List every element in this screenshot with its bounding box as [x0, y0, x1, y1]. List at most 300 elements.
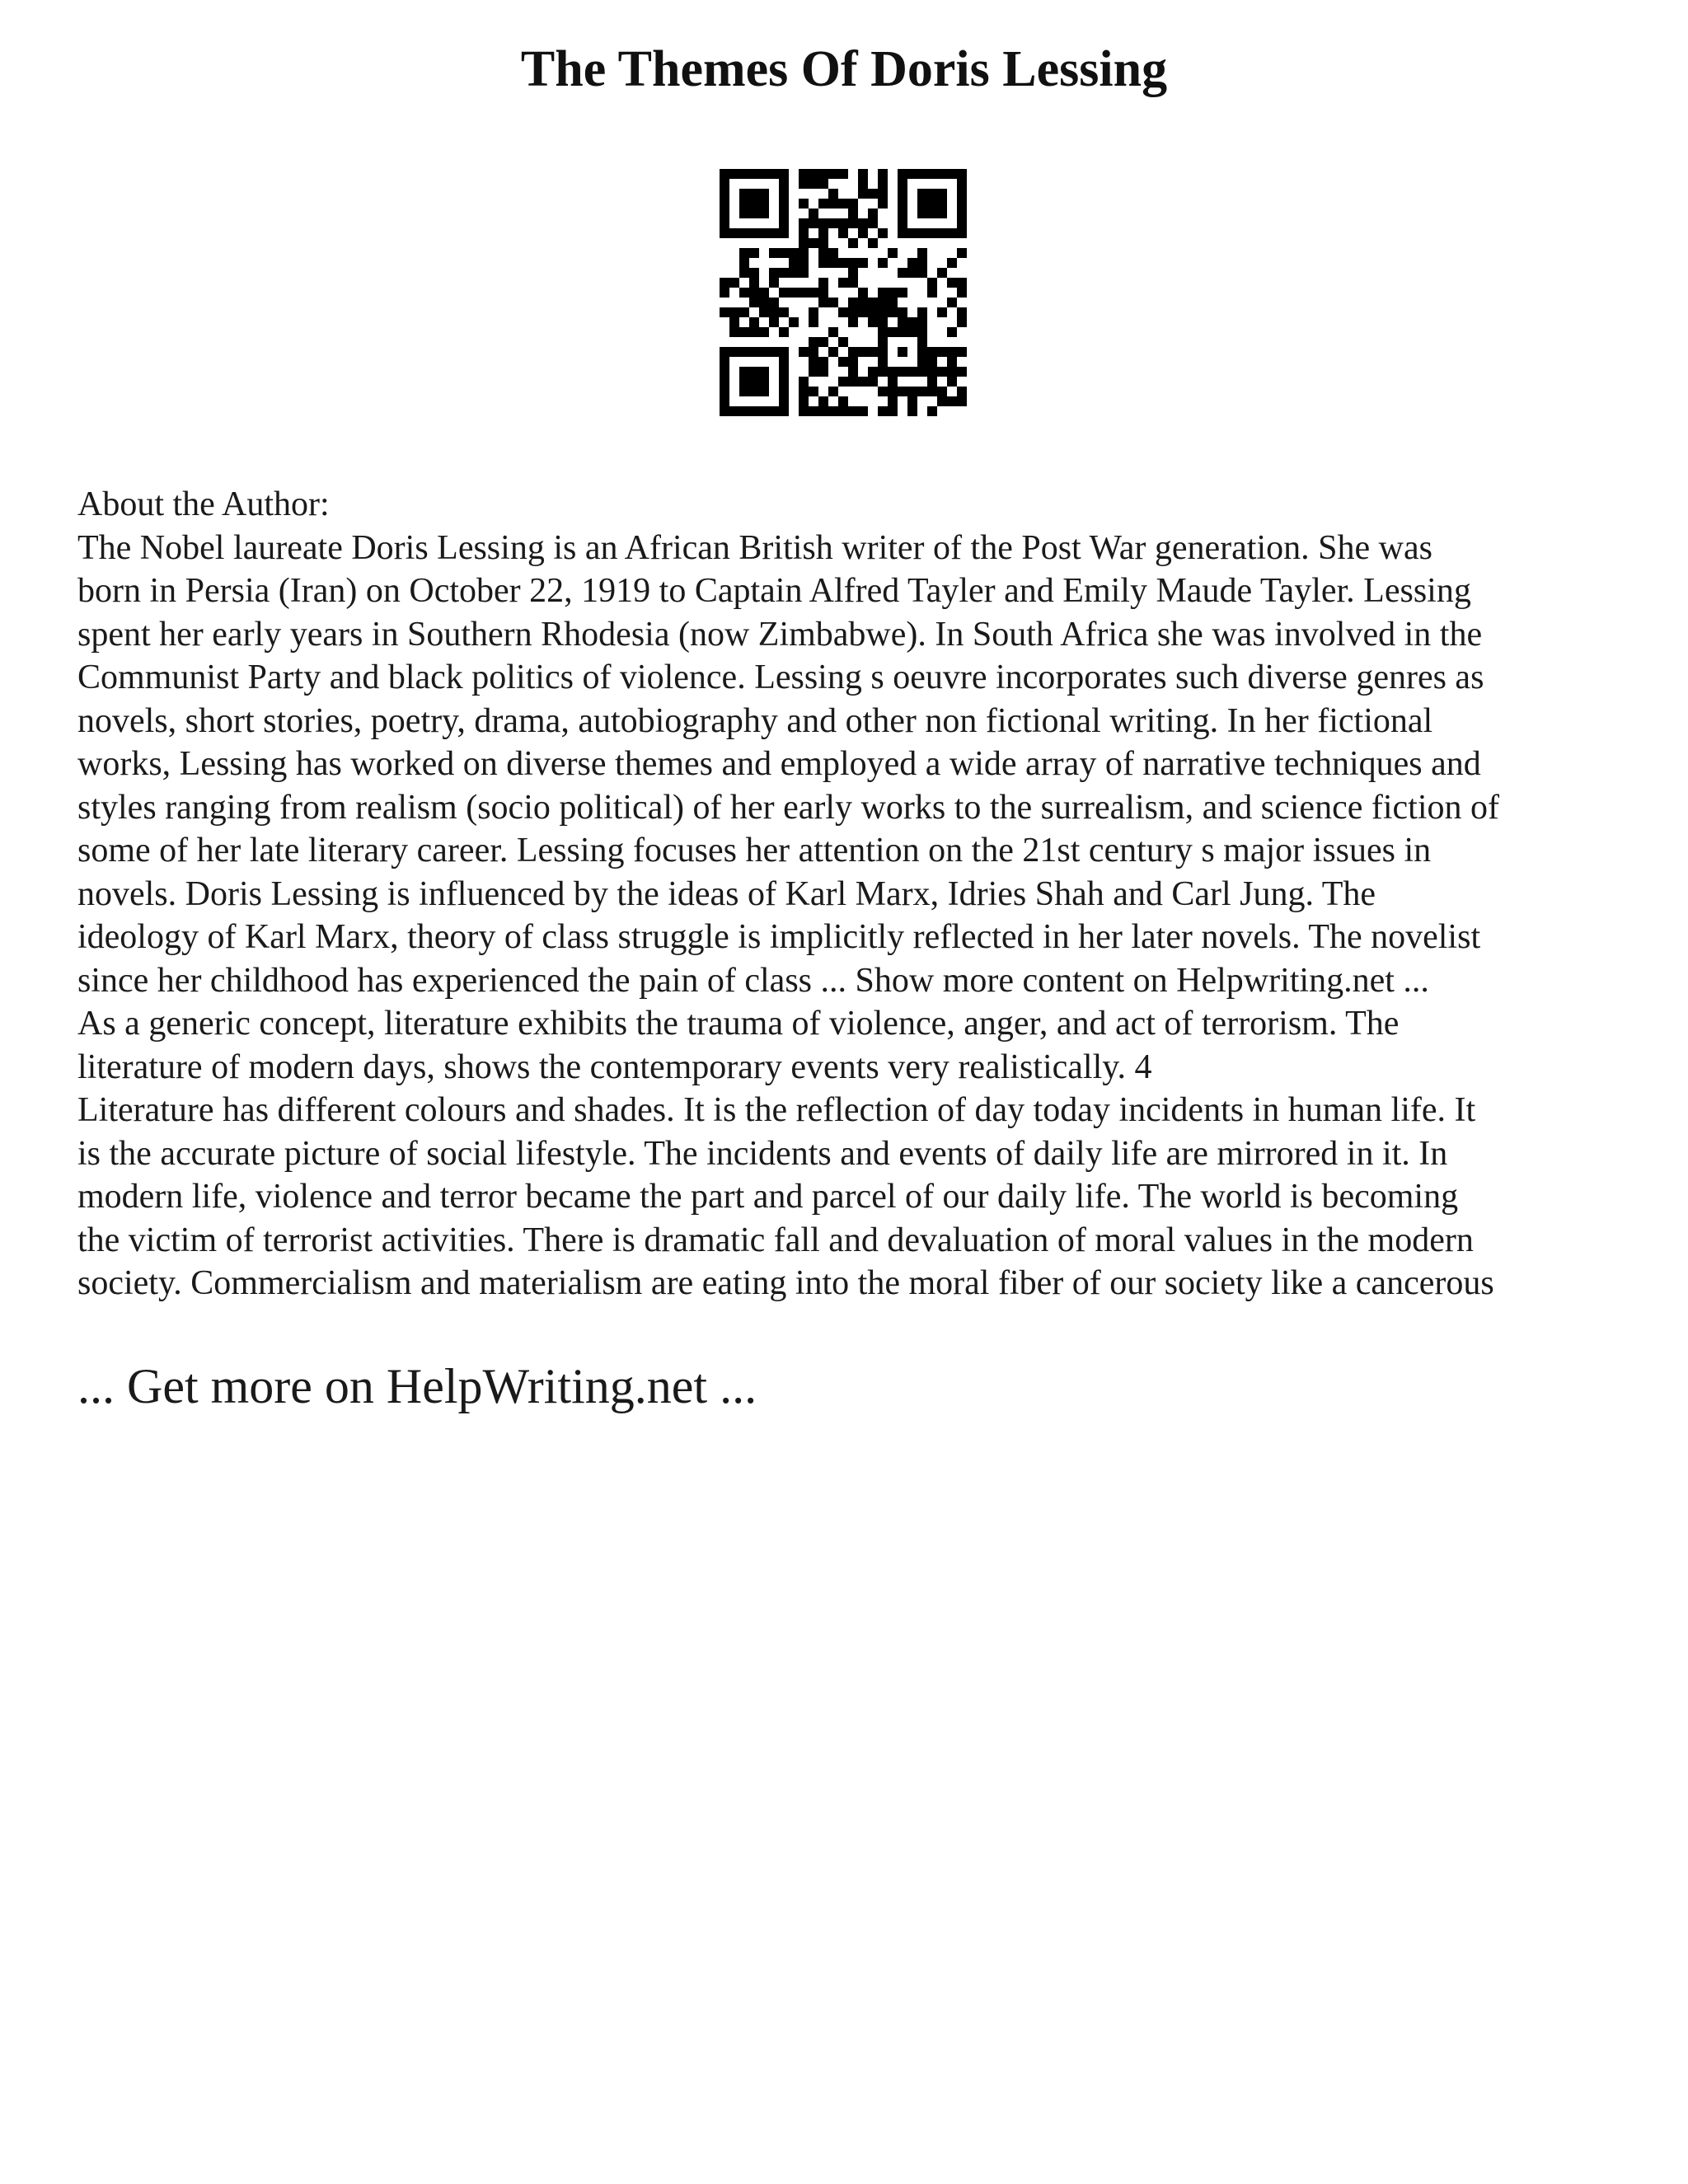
qr-module: [779, 169, 789, 179]
qr-module: [927, 288, 937, 298]
qr-module: [917, 258, 927, 268]
qr-module: [878, 179, 888, 189]
qr-module: [848, 367, 858, 377]
qr-module: [799, 396, 809, 406]
qr-module: [720, 179, 729, 189]
get-more-link[interactable]: ... Get more on HelpWriting.net ...: [77, 1359, 757, 1413]
body-line: modern life, violence and terror became the part and parcel of our daily life. The world is becoming: [77, 1178, 1459, 1216]
qr-module: [898, 367, 907, 377]
qr-module: [720, 367, 729, 377]
qr-module: [809, 317, 818, 327]
qr-module: [838, 377, 848, 387]
qr-module: [888, 307, 898, 317]
qr-module: [749, 406, 759, 416]
qr-module: [818, 357, 828, 367]
qr-module: [749, 209, 759, 218]
qr-module: [799, 199, 809, 209]
qr-module: [739, 169, 749, 179]
qr-module: [739, 248, 749, 258]
qr-module: [917, 367, 927, 377]
qr-module: [868, 189, 878, 199]
qr-module: [828, 327, 838, 337]
qr-module: [838, 337, 848, 347]
qr-module: [878, 189, 888, 199]
qr-module: [749, 278, 759, 288]
qr-module: [868, 238, 878, 248]
qr-module: [749, 228, 759, 238]
qr-module: [878, 307, 888, 317]
qr-module: [779, 199, 789, 209]
qr-module: [818, 258, 828, 268]
qr-module: [789, 288, 799, 298]
qr-module: [739, 199, 749, 209]
qr-module: [957, 307, 967, 317]
qr-module: [947, 357, 957, 367]
qr-module: [858, 288, 868, 298]
qr-module: [868, 298, 878, 307]
qr-module: [957, 199, 967, 209]
qr-module: [749, 189, 759, 199]
qr-module: [779, 179, 789, 189]
qr-module: [720, 387, 729, 396]
qr-module: [838, 406, 848, 416]
qr-module: [888, 248, 898, 258]
body-line: society. Commercialism and materialism are eating into the moral fiber of our society like a cancerous: [77, 1264, 1494, 1302]
qr-module: [917, 307, 927, 317]
qr-module: [947, 169, 957, 179]
qr-module: [907, 268, 917, 278]
qr-module: [838, 278, 848, 288]
qr-module: [838, 357, 848, 367]
qr-module: [818, 169, 828, 179]
qr-module: [878, 258, 888, 268]
qr-module: [769, 268, 779, 278]
qr-module: [779, 288, 789, 298]
qr-code-icon: [720, 169, 967, 416]
qr-module: [809, 307, 818, 317]
qr-module: [868, 209, 878, 218]
qr-module: [799, 248, 809, 258]
qr-module: [769, 406, 779, 416]
qr-module: [739, 347, 749, 357]
qr-module: [759, 347, 769, 357]
qr-module: [957, 209, 967, 218]
body-line: novels, short stories, poetry, drama, autobiography and other non fictional writing. In her fictional: [77, 701, 1433, 740]
qr-module: [828, 169, 838, 179]
qr-module: [898, 347, 907, 357]
qr-module: [729, 406, 739, 416]
qr-module: [858, 228, 868, 238]
qr-module: [917, 327, 927, 337]
qr-module: [878, 327, 888, 337]
qr-module: [937, 199, 947, 209]
body-line: Communist Party and black politics of violence. Lessing s oeuvre incorporates such diverse genres as: [77, 658, 1484, 696]
qr-module: [779, 377, 789, 387]
qr-module: [927, 347, 937, 357]
qr-module: [809, 357, 818, 367]
qr-module: [720, 189, 729, 199]
qr-module: [848, 317, 858, 327]
qr-module: [907, 169, 917, 179]
qr-module: [868, 347, 878, 357]
qr-module: [739, 288, 749, 298]
body-line: styles ranging from realism (socio political) of her early works to the surrealism, and science fiction of: [77, 788, 1499, 827]
qr-module: [809, 367, 818, 377]
qr-module: [917, 209, 927, 218]
qr-module: [957, 288, 967, 298]
qr-module: [720, 406, 729, 416]
qr-module: [917, 357, 927, 367]
qr-module: [769, 317, 779, 327]
qr-module: [937, 268, 947, 278]
qr-module: [888, 387, 898, 396]
qr-module: [769, 298, 779, 307]
qr-module: [937, 396, 947, 406]
qr-module: [818, 337, 828, 347]
qr-module: [739, 307, 749, 317]
qr-module: [957, 317, 967, 327]
qr-module: [789, 248, 799, 258]
qr-module: [739, 258, 749, 268]
qr-module: [818, 248, 828, 258]
qr-module: [858, 347, 868, 357]
qr-module: [878, 317, 888, 327]
qr-module: [917, 268, 927, 278]
qr-module: [749, 298, 759, 307]
qr-module: [957, 278, 967, 288]
qr-module: [858, 218, 868, 228]
qr-module: [947, 278, 957, 288]
qr-module: [779, 347, 789, 357]
qr-module: [739, 327, 749, 337]
qr-module: [957, 387, 967, 396]
qr-module: [809, 347, 818, 357]
qr-module: [858, 179, 868, 189]
qr-module: [907, 406, 917, 416]
qr-module: [898, 268, 907, 278]
qr-module: [739, 406, 749, 416]
qr-module: [947, 377, 957, 387]
qr-module: [739, 367, 749, 377]
qr-module: [759, 367, 769, 377]
qr-module: [927, 357, 937, 367]
qr-module: [848, 298, 858, 307]
qr-module: [937, 367, 947, 377]
qr-module: [917, 228, 927, 238]
qr-module: [838, 169, 848, 179]
qr-module: [769, 278, 779, 288]
qr-module: [759, 288, 769, 298]
qr-module: [917, 189, 927, 199]
qr-module: [888, 377, 898, 387]
qr-module: [769, 307, 779, 317]
qr-module: [759, 387, 769, 396]
qr-module: [907, 387, 917, 396]
body-line: novels. Doris Lessing is influenced by the ideas of Karl Marx, Idries Shah and Carl Jung. The: [77, 874, 1376, 913]
qr-module: [739, 209, 749, 218]
qr-module: [749, 327, 759, 337]
body-line: literature of modern days, shows the contemporary events very realistically. 4: [77, 1047, 1152, 1086]
qr-module: [828, 189, 838, 199]
qr-module: [818, 396, 828, 406]
qr-module: [759, 377, 769, 387]
qr-module: [799, 288, 809, 298]
qr-module: [907, 396, 917, 406]
qr-module: [848, 307, 858, 317]
qr-module: [779, 406, 789, 416]
qr-module: [927, 189, 937, 199]
qr-module: [898, 288, 907, 298]
qr-module: [937, 228, 947, 238]
qr-module: [927, 199, 937, 209]
qr-module: [878, 406, 888, 416]
qr-module: [739, 228, 749, 238]
qr-module: [828, 248, 838, 258]
qr-module: [878, 298, 888, 307]
qr-module: [848, 377, 858, 387]
qr-module: [898, 189, 907, 199]
qr-module: [888, 327, 898, 337]
qr-module: [818, 179, 828, 189]
qr-module: [848, 199, 858, 209]
qr-module: [848, 347, 858, 357]
qr-module: [858, 298, 868, 307]
qr-module: [907, 367, 917, 377]
qr-module: [749, 199, 759, 209]
qr-module: [927, 228, 937, 238]
qr-module: [937, 387, 947, 396]
qr-module: [927, 406, 937, 416]
qr-module: [749, 248, 759, 258]
qr-module: [818, 367, 828, 377]
qr-module: [898, 199, 907, 209]
qr-module: [828, 298, 838, 307]
qr-module: [888, 367, 898, 377]
qr-module: [878, 357, 888, 367]
qr-module: [838, 396, 848, 406]
qr-module: [917, 199, 927, 209]
qr-module: [878, 169, 888, 179]
qr-module: [809, 179, 818, 189]
qr-module: [809, 387, 818, 396]
qr-module: [907, 317, 917, 327]
qr-module: [759, 199, 769, 209]
qr-module: [809, 337, 818, 347]
qr-module: [729, 228, 739, 238]
qr-module: [898, 179, 907, 189]
qr-module: [848, 268, 858, 278]
qr-module: [779, 367, 789, 377]
qr-module: [720, 228, 729, 238]
qr-module: [838, 228, 848, 238]
body-line: the victim of terrorist activities. There is dramatic fall and devaluation of moral values in the modern: [77, 1221, 1474, 1259]
qr-module: [779, 357, 789, 367]
qr-module: [799, 377, 809, 387]
qr-module: [818, 298, 828, 307]
qr-module: [749, 387, 759, 396]
qr-module: [858, 377, 868, 387]
body-line: Literature has different colours and shades. It is the reflection of day today incidents in human life. It: [77, 1091, 1476, 1129]
qr-module: [898, 228, 907, 238]
qr-module: [799, 347, 809, 357]
qr-module: [779, 189, 789, 199]
qr-module: [789, 258, 799, 268]
qr-module: [720, 288, 729, 298]
qr-module: [769, 169, 779, 179]
qr-module: [888, 288, 898, 298]
qr-module: [799, 179, 809, 189]
qr-module: [868, 218, 878, 228]
qr-module: [838, 258, 848, 268]
qr-module: [947, 367, 957, 377]
qr-module: [818, 278, 828, 288]
body-line: some of her late literary career. Lessing focuses her attention on the 21st century s major issues in: [77, 832, 1432, 869]
qr-module: [720, 377, 729, 387]
qr-module: [917, 337, 927, 347]
qr-module: [818, 218, 828, 228]
qr-module: [759, 189, 769, 199]
qr-module: [779, 387, 789, 396]
qr-module: [927, 377, 937, 387]
qr-module: [907, 327, 917, 337]
qr-module: [749, 288, 759, 298]
body-line: ideology of Karl Marx, theory of class struggle is implicitly reflected in her later novels. The novelist: [77, 918, 1481, 956]
qr-module: [809, 288, 818, 298]
qr-module: [868, 367, 878, 377]
qr-module: [809, 209, 818, 218]
qr-module: [729, 317, 739, 327]
qr-module: [789, 317, 799, 327]
qr-module: [720, 209, 729, 218]
qr-module: [957, 248, 967, 258]
qr-module: [818, 238, 828, 248]
qr-module: [720, 347, 729, 357]
qr-code-graphic: [720, 169, 967, 416]
qr-module: [858, 307, 868, 317]
qr-module: [917, 347, 927, 357]
qr-module: [878, 228, 888, 238]
qr-module: [779, 396, 789, 406]
qr-module: [818, 406, 828, 416]
qr-module: [957, 189, 967, 199]
qr-module: [937, 169, 947, 179]
qr-module: [809, 406, 818, 416]
qr-module: [907, 258, 917, 268]
qr-module: [858, 406, 868, 416]
qr-module: [729, 278, 739, 288]
qr-module: [799, 218, 809, 228]
qr-module: [878, 347, 888, 357]
qr-module: [759, 169, 769, 179]
body-line: works, Lessing has worked on diverse themes and employed a wide array of narrative techniques and: [77, 745, 1481, 783]
qr-module: [927, 387, 937, 396]
qr-module: [729, 307, 739, 317]
qr-module: [937, 189, 947, 199]
qr-module: [898, 327, 907, 337]
qr-module: [927, 367, 937, 377]
qr-module: [828, 406, 838, 416]
qr-module: [917, 317, 927, 327]
qr-module: [809, 169, 818, 179]
qr-module: [957, 228, 967, 238]
qr-module: [818, 288, 828, 298]
qr-module: [848, 278, 858, 288]
qr-module: [957, 367, 967, 377]
qr-module: [838, 307, 848, 317]
qr-module: [898, 169, 907, 179]
qr-module: [720, 278, 729, 288]
qr-module: [799, 406, 809, 416]
qr-module: [848, 218, 858, 228]
qr-module: [848, 209, 858, 218]
qr-module: [898, 209, 907, 218]
qr-module: [799, 238, 809, 248]
qr-module: [779, 268, 789, 278]
qr-module: [917, 169, 927, 179]
qr-module: [957, 169, 967, 179]
qr-module: [898, 387, 907, 396]
body-line: since her childhood has experienced the pain of class ... Show more content on Helpwriting.net ...: [77, 961, 1429, 1000]
qr-module: [947, 347, 957, 357]
qr-module: [729, 169, 739, 179]
qr-module: [878, 288, 888, 298]
qr-module: [769, 228, 779, 238]
qr-module: [888, 406, 898, 416]
qr-module: [799, 258, 809, 268]
qr-module: [759, 327, 769, 337]
qr-module: [799, 268, 809, 278]
qr-module: [720, 357, 729, 367]
qr-module: [720, 169, 729, 179]
qr-module: [848, 238, 858, 248]
qr-module: [858, 169, 868, 179]
qr-module: [729, 327, 739, 337]
qr-module: [868, 377, 878, 387]
qr-module: [898, 317, 907, 327]
qr-module: [937, 307, 947, 317]
qr-module: [828, 258, 838, 268]
body-line: The Nobel laureate Doris Lessing is an African British writer of the Post War generation. She was: [77, 528, 1432, 567]
qr-module: [828, 199, 838, 209]
qr-module: [739, 377, 749, 387]
qr-module: [848, 406, 858, 416]
about-author-heading: About the Author:: [77, 485, 330, 523]
body-line: is the accurate picture of social lifestyle. The incidents and events of daily life are mirrored in it. In: [77, 1134, 1448, 1173]
qr-module: [759, 307, 769, 317]
article-body: [77, 483, 1627, 1305]
qr-module: [749, 367, 759, 377]
qr-module: [868, 307, 878, 317]
qr-module: [779, 209, 789, 218]
page-title: The Themes Of Doris Lessing: [520, 41, 1168, 97]
body-line: spent her early years in Southern Rhodesia (now Zimbabwe). In South Africa she was involved in the: [77, 615, 1483, 654]
qr-module: [769, 248, 779, 258]
qr-module: [739, 189, 749, 199]
body-line: born in Persia (Iran) on October 22, 1919 to Captain Alfred Tayler and Emily Maude Tayler. Lessing: [77, 572, 1471, 610]
qr-module: [749, 347, 759, 357]
body-line: As a generic concept, literature exhibits the trauma of violence, anger, and act of terrorism. The: [77, 1005, 1400, 1043]
qr-module: [769, 347, 779, 357]
qr-module: [898, 218, 907, 228]
qr-module: [947, 228, 957, 238]
qr-module: [957, 218, 967, 228]
qr-module: [779, 327, 789, 337]
qr-module: [947, 327, 957, 337]
qr-module: [818, 199, 828, 209]
qr-module: [779, 228, 789, 238]
qr-module: [957, 396, 967, 406]
qr-module: [937, 209, 947, 218]
